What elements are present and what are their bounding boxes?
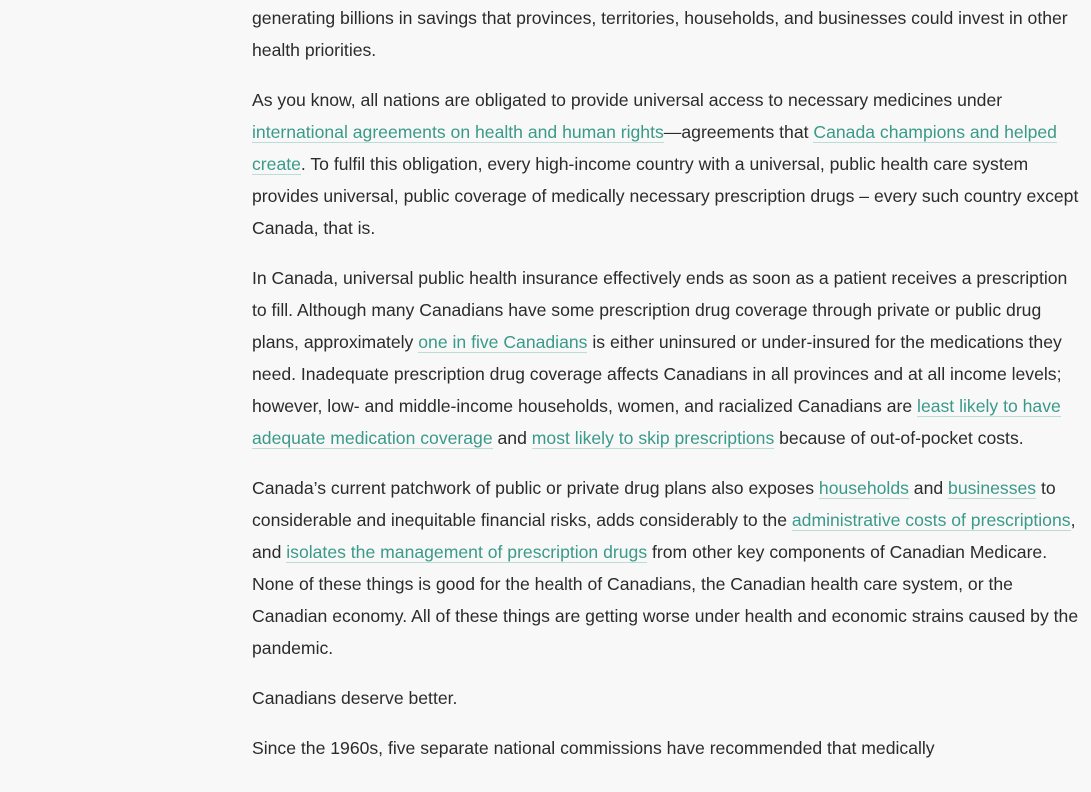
paragraph-commissions (252, 732, 1082, 764)
text-segment: , and (252, 510, 1076, 562)
article-body (252, 0, 1082, 782)
link-households[interactable]: households (818, 478, 909, 498)
text-segment: —agreements that (663, 122, 814, 142)
text-segment: As you know, all nations are obligated to provide universal access to necessary medicines under (252, 90, 1003, 110)
text-segment: In Canada, universal public health insurance effectively ends as soon as a patient receives a prescription to fill. Although many Canadians have some prescription drug coverage through private or public drug plans, approximately (252, 268, 1068, 352)
link-isolates-management[interactable]: isolates the management of prescription drugs (286, 542, 648, 562)
link-canada-champions[interactable]: Canada champions and helped create (252, 122, 1057, 174)
text-segment: Canada’s current patchwork of public or private drug plans also exposes (252, 478, 819, 498)
text-segment: generating billions in savings that provinces, territories, households, and businesses could invest in other health priorities. (252, 8, 1068, 60)
paragraph-savings (252, 2, 1082, 66)
paragraph-obligation (252, 84, 1082, 244)
link-businesses[interactable]: businesses (948, 478, 1037, 498)
text-segment: and (492, 428, 532, 448)
text-segment: to considerable and inequitable financial risks, adds considerably to the (252, 478, 1056, 530)
text-segment: from other key components of Canadian Medicare. None of these things is good for the health of Canadians, the Canadian health care system, or the Canadian economy. All of these things are getting worse under health and economic strains caused by the pandemic. (252, 542, 1079, 658)
text-segment: is either uninsured or under-insured for the medications they need. Inadequate prescription drug coverage affects Canadians in all provinces and at all income levels; however, low- and middle-income households, women, and racialized Canadians are (252, 332, 1062, 416)
paragraph-coverage (252, 262, 1082, 454)
link-administrative-costs[interactable]: administrative costs of prescriptions (791, 510, 1071, 530)
link-international-agreements[interactable]: international agreements on health and human rights (252, 122, 664, 142)
paragraph-patchwork (252, 472, 1082, 664)
text-segment: . To fulfil this obligation, every high-income country with a universal, public health care system provides universal, public coverage of medically necessary prescription drugs – every such country except Canada, that is. (252, 154, 1079, 238)
text-segment: Since the 1960s, five separate national commissions have recommended that medically (252, 738, 935, 758)
link-one-in-five[interactable]: one in five Canadians (418, 332, 588, 352)
text-segment: because of out-of-pocket costs. (774, 428, 1024, 448)
text-segment: and (908, 478, 949, 498)
link-least-likely-coverage[interactable]: least likely to have adequate medication coverage (252, 396, 1061, 448)
text-segment: Canadians deserve better. (252, 688, 458, 708)
link-skip-prescriptions[interactable]: most likely to skip prescriptions (531, 428, 775, 448)
paragraph-deserve-better (252, 682, 1082, 714)
